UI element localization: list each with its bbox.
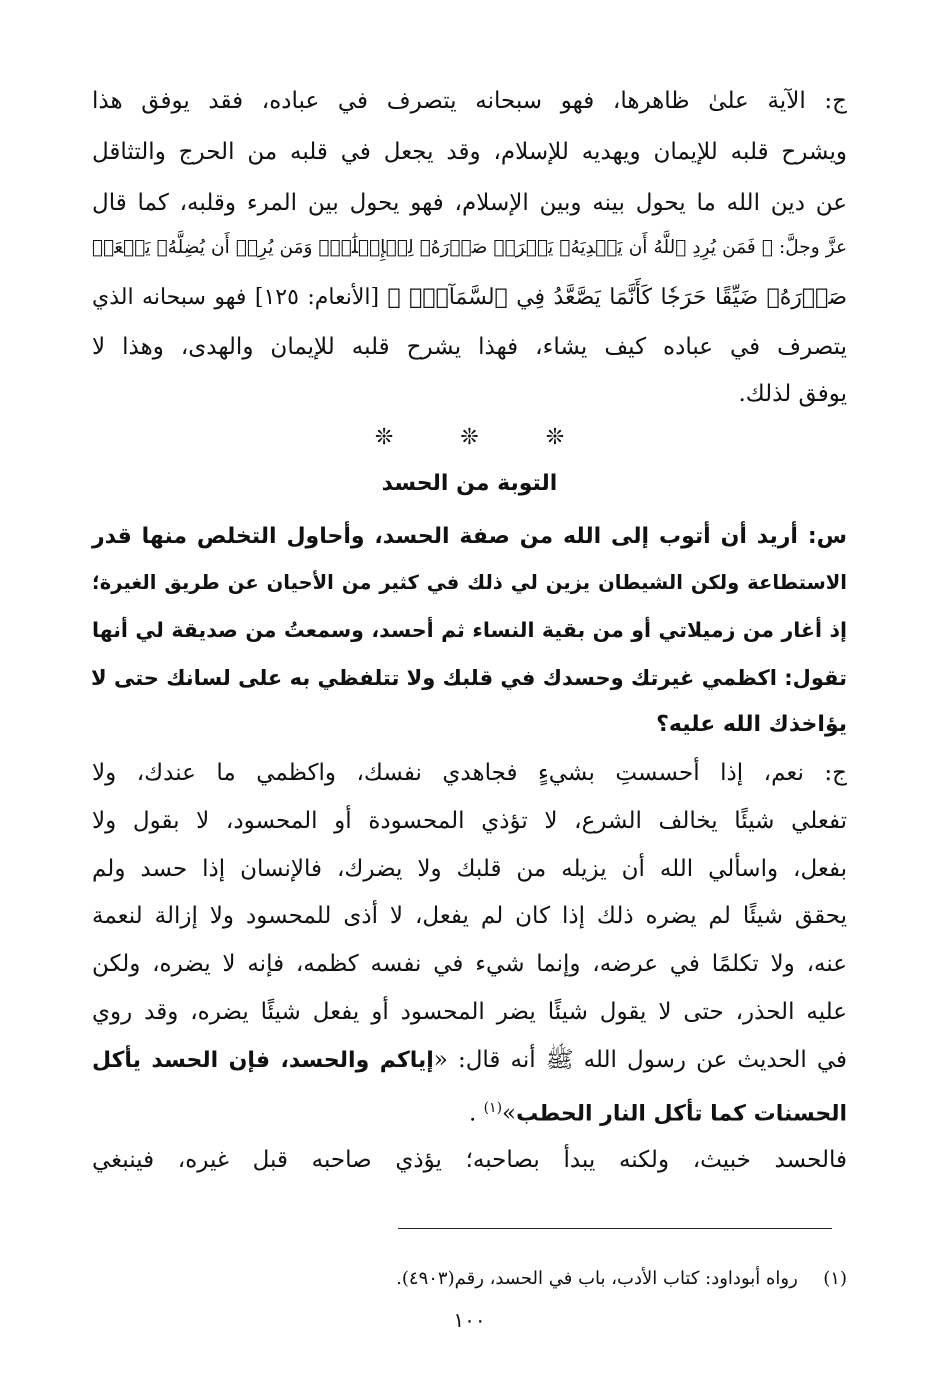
text-line: ج: الآية علىٰ ظاهرها، فهو سبحانه يتصرف في عباده، فقد يوفق هذا	[92, 88, 847, 114]
hadith-line	[92, 1093, 847, 1130]
text-span: .	[468, 1100, 477, 1127]
footnote-divider	[398, 1228, 832, 1229]
text-line: عليه الحذر، حتى لا يقول شيئًا يضر المحسود أو يفعل شيئًا يضره، وقد روي	[92, 999, 847, 1025]
section-separator	[0, 425, 939, 450]
text-line: ج: نعم، إذا أحسستِ بشيءٍ فجاهدي نفسك، واكظمي ما عندك، ولا	[92, 760, 847, 786]
text-line: يوفق لذلك.	[738, 381, 847, 407]
footnote-text: رواه أبوداود: كتاب الأدب، باب في الحسد، رقم(٤٩٠٣).	[396, 1268, 798, 1289]
page-number: ١٠٠	[453, 1308, 486, 1332]
section-title: التوبة من الحسد	[381, 471, 558, 496]
star-ornament-icon: ❊	[545, 425, 565, 450]
text-line: عن دين الله ما يحول بينه وبين الإسلام، فهو يحول بين المرء وقلبه، كما قال	[92, 190, 847, 216]
quran-verse-line: صَدۡرَهُۥ ضَيِّقًا حَرَجٗا كَأَنَّمَا يَصَّعَّدُ فِي ٱلسَّمَآءِۚ ﴾ [الأنعام: ١٢٥] فهو سبحانه الذي	[92, 285, 848, 310]
hadith-text: الحسنات كما تأكل النار الحطب	[516, 1101, 847, 1127]
question-line: الاستطاعة ولكن الشيطان يزين لي ذلك في كثير من الأحيان عن طريق الغيرة؛	[92, 571, 847, 594]
star-ornament-icon: ❊	[374, 425, 394, 450]
question-line: إذ أغار من زميلاتي أو من بقية النساء ثم أحسد، وسمعتُ من صديقة لي أنها	[92, 618, 847, 642]
footnote	[92, 1266, 847, 1292]
text-line: عنه، ولا تكلمًا في عرضه، وإنما شيء في نفسه كظمه، فإنه لا يضره، ولكن	[92, 951, 847, 977]
text-line: تفعلي شيئًا يخالف الشرع، لا تؤذي المحسودة أو المحسود، لا بقول ولا	[92, 808, 847, 834]
question-line: يؤاخذك الله عليه؟	[656, 712, 847, 737]
text-span: في الحديث عن رسول الله ﷺ أنه قال: «	[433, 1047, 847, 1073]
text-line: يتصرف في عباده كيف يشاء، فهذا يشرح قلبه للإيمان والهدى، وهذا لا	[92, 334, 847, 360]
star-ornament-icon: ❊	[460, 425, 479, 450]
text-line: يحقق شيئًا لم يضره ذلك إذا كان لم يفعل، لا أذى للمحسود ولا إزالة لنعمة	[92, 903, 847, 929]
text-line: بفعل، واسألي الله أن يزيله من قلبك ولا يضرك، فالإنسان إذا حسد ولم	[92, 856, 847, 882]
text-span: »	[502, 1100, 517, 1127]
hadith-text: إياكم والحسد، فإن الحسد يأكل	[92, 1048, 434, 1073]
question-line: تقول: اكظمي غيرتك وحسدك في قلبك ولا تتلفظي به على لسانك حتى لا	[91, 666, 847, 690]
footnote-reference[interactable]: (١)	[483, 1100, 503, 1116]
text-line: ويشرح قلبه للإيمان ويهديه للإسلام، وقد يجعل في قلبه من الحرج والتثاقل	[92, 139, 847, 165]
hadith-line	[92, 1045, 847, 1076]
footnote-number: (١)	[823, 1268, 847, 1289]
question-line: س: أريد أن أتوب إلى الله من صفة الحسد، وأحاول التخلص منها قدر	[92, 524, 847, 549]
quran-verse-line: عزَّ وجلَّ: ﴿ فَمَن يُرِدِ ٱللَّهُ أَن يَهۡدِيَهُۥ يَشۡرَحۡ صَدۡرَهُۥ لِلۡإِسۡلَٰمِۖ وَمَن يُرِدۡ أَن يُضِلَّهُۥ يَجۡعَلۡ	[92, 237, 847, 258]
continuation-line: فالحسد خبيث، ولكنه يبدأ بصاحبه؛ يؤذي صاحبه قبل غيره، فينبغي	[92, 1147, 847, 1173]
